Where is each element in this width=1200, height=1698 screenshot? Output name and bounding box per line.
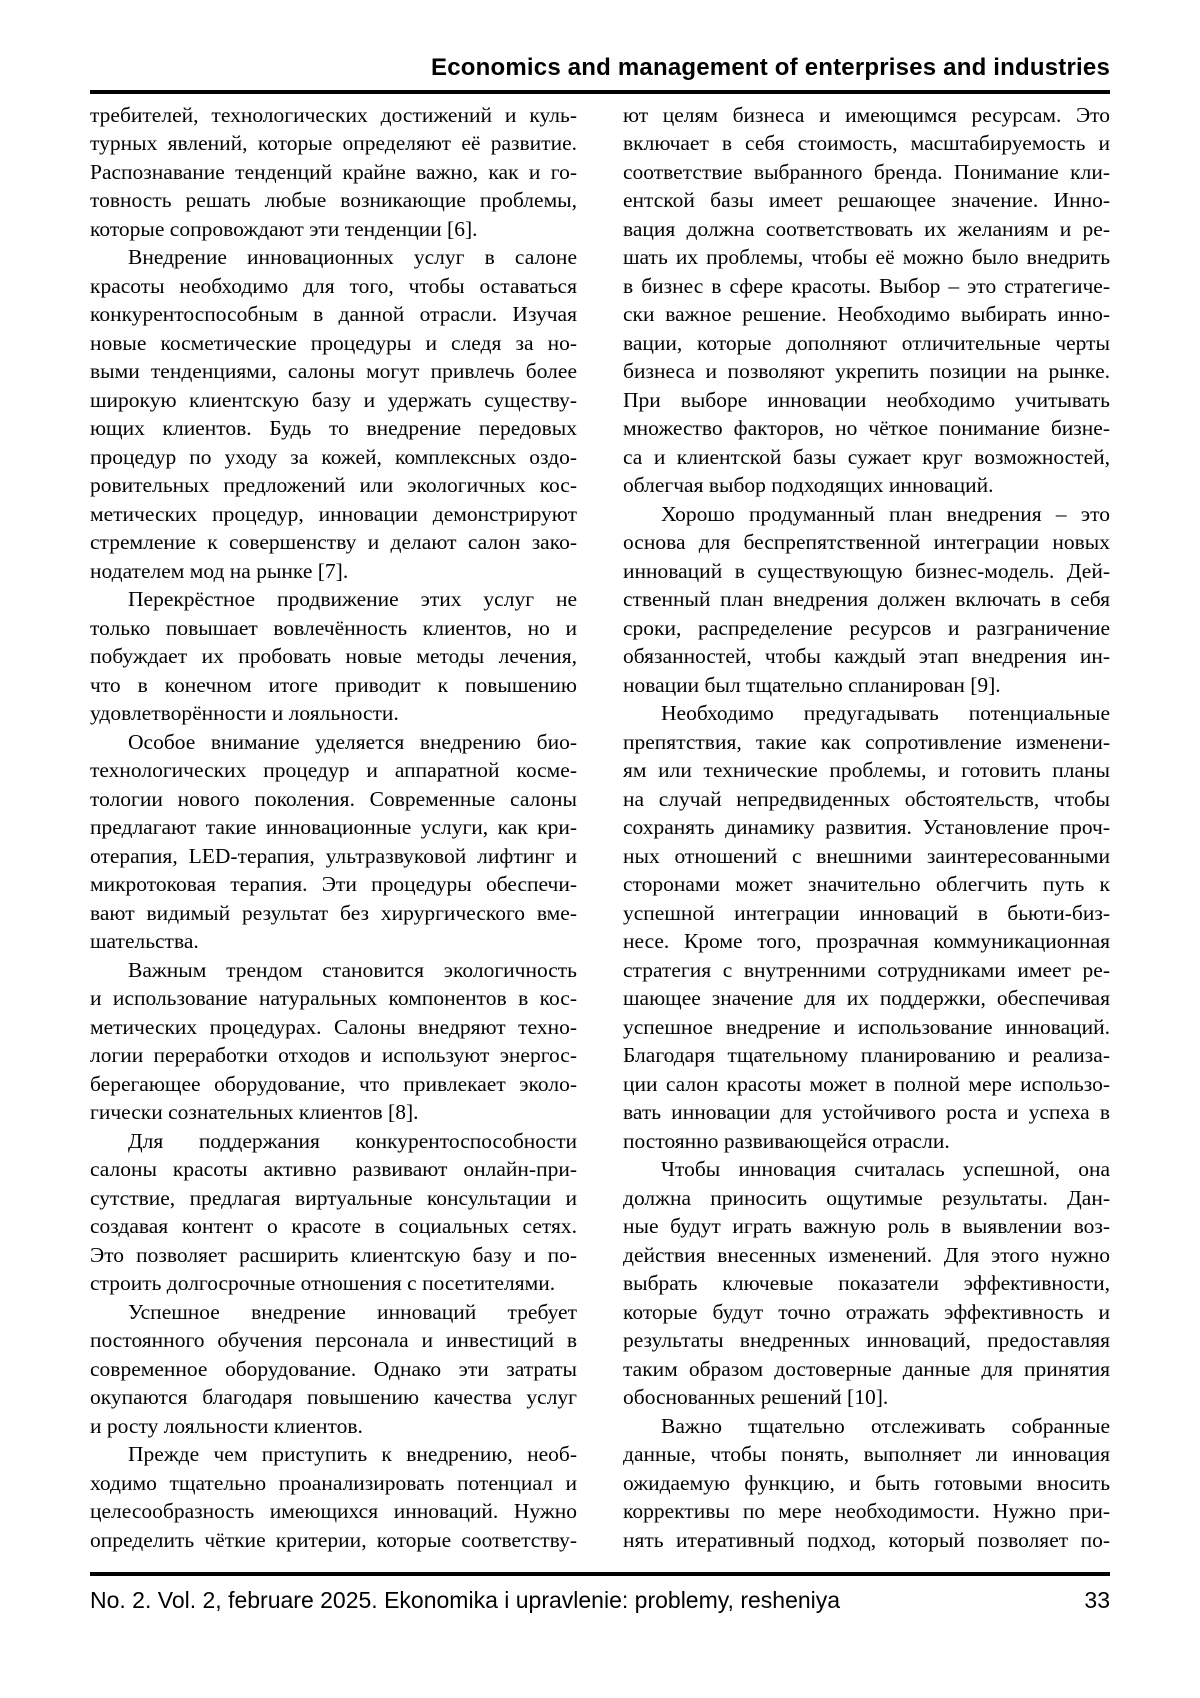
text-line: микротоковая терапия. Эти процедуры обеспечи- bbox=[90, 872, 577, 897]
text-line: метических процедур, инновации демонстрируют bbox=[90, 501, 577, 526]
text-line: ентской базы имеет решающее значение. Инно- bbox=[623, 188, 1110, 213]
text-line: Благодаря тщательному планированию и реализа- bbox=[623, 1043, 1110, 1068]
text-line: основа для беспрепятственной интеграции новых bbox=[623, 530, 1110, 555]
text-line: включает в себя стоимость, масштабируемость и bbox=[623, 131, 1110, 156]
paragraph bbox=[90, 585, 577, 728]
text-line: предлагают такие инновационные услуги, как кри- bbox=[90, 815, 577, 840]
text-line: данные, чтобы понять, выполняет ли инновация bbox=[623, 1442, 1110, 1467]
text-line: несе. Кроме того, прозрачная коммуникационная bbox=[623, 929, 1110, 954]
text-line: ходимо тщательно проанализировать потенциал и bbox=[90, 1470, 577, 1495]
left-column bbox=[90, 101, 577, 1555]
text-line: которые будут точно отражать эффективность и bbox=[623, 1299, 1110, 1324]
paragraph bbox=[90, 101, 577, 244]
text-line: результаты внедренных инноваций, предоставляя bbox=[623, 1328, 1110, 1353]
text-line: таким образом достоверные данные для принятия bbox=[623, 1356, 1110, 1381]
text-line: нодателем мод на рынке [7]. bbox=[90, 558, 349, 583]
footer bbox=[90, 1586, 1110, 1616]
text-line: действия внесенных изменений. Для этого нужно bbox=[623, 1242, 1110, 1267]
text-line: вации, которые дополняют отличительные черты bbox=[623, 330, 1110, 355]
text-line: широкую клиентскую базу и удержать существу- bbox=[90, 387, 577, 412]
text-line: в бизнес в сфере красоты. Выбор – это стратегиче- bbox=[623, 273, 1110, 298]
text-line: окупаются благодаря повышению качества услуг bbox=[90, 1385, 577, 1410]
text-line: бизнеса и позволяют укрепить позиции на рынке. bbox=[623, 359, 1110, 384]
text-line: успешной интеграции инноваций в бьюти-биз- bbox=[623, 900, 1110, 925]
text-line: гически сознательных клиентов [8]. bbox=[90, 1100, 419, 1125]
text-line: Перекрёстное продвижение этих услуг не bbox=[128, 587, 577, 612]
text-line: ственный план внедрения должен включать в себя bbox=[623, 587, 1110, 612]
text-line: новации был тщательно спланирован [9]. bbox=[623, 672, 1001, 697]
text-line: побуждает их пробовать новые методы лечения, bbox=[90, 644, 577, 669]
text-line: шательства. bbox=[90, 929, 199, 954]
paragraph bbox=[623, 699, 1110, 1155]
text-line: ции салон красоты может в полной мере использо- bbox=[623, 1071, 1110, 1096]
text-line: метических процедурах. Салоны внедряют техно- bbox=[90, 1014, 577, 1039]
text-line: ных отношений с внешними заинтересованными bbox=[623, 843, 1110, 868]
text-line: ям или технические проблемы, и готовить планы bbox=[623, 758, 1110, 783]
paragraph bbox=[90, 1298, 577, 1441]
right-column bbox=[623, 101, 1110, 1555]
text-line: стремление к совершенству и делают салон зако- bbox=[90, 530, 577, 555]
text-line: создавая контент о красоте в социальных сетях. bbox=[90, 1214, 577, 1239]
text-line: процедур по уходу за кожей, комплексных оздо- bbox=[90, 444, 577, 469]
header-rule bbox=[90, 90, 1110, 94]
paragraph bbox=[90, 956, 577, 1127]
text-line: удовлетворённости и лояльности. bbox=[90, 701, 399, 726]
text-line: что в конечном итоге приводит к повышению bbox=[90, 672, 577, 697]
text-line: Это позволяет расширить клиентскую базу и по- bbox=[90, 1242, 577, 1267]
text-line: товность решать любые возникающие проблемы, bbox=[90, 188, 577, 213]
text-line: вают видимый результат без хирургического вме- bbox=[90, 900, 577, 925]
text-line: ски важное решение. Необходимо выбирать инно- bbox=[623, 302, 1110, 327]
text-line: Хорошо продуманный план внедрения – это bbox=[661, 501, 1110, 526]
footer-journal-info: No. 2. Vol. 2, februare 2025. Ekonomika i upravlenie: problemy, resheniya bbox=[90, 1587, 841, 1613]
text-line: Для поддержания конкурентоспособности bbox=[128, 1128, 577, 1153]
text-line: Важно тщательно отслеживать собранные bbox=[661, 1413, 1110, 1438]
text-line: ровительных предложений или экологичных кос- bbox=[90, 473, 577, 498]
text-line: стратегия с внутренними сотрудниками имеет ре- bbox=[623, 957, 1110, 982]
text-line: турных явлений, которые определяют её развитие. bbox=[90, 131, 577, 156]
text-line: При выборе инновации необходимо учитывать bbox=[623, 387, 1110, 412]
text-line: ные будут играть важную роль в выявлении воз- bbox=[623, 1214, 1110, 1239]
text-line: логии переработки отходов и используют энергос- bbox=[90, 1043, 577, 1068]
text-line: нять итеративный подход, который позволяет по- bbox=[623, 1527, 1110, 1552]
text-line: Особое внимание уделяется внедрению био- bbox=[128, 729, 577, 754]
text-line: Внедрение инновационных услуг в салоне bbox=[128, 245, 577, 270]
text-line: шающее значение для их поддержки, обеспечивая bbox=[623, 986, 1110, 1011]
text-line: препятствия, такие как сопротивление изменени- bbox=[623, 729, 1110, 754]
text-line: обязанностей, чтобы каждый этап внедрения ин- bbox=[623, 644, 1110, 669]
text-line: Распознавание тенденций крайне важно, как и го- bbox=[90, 159, 577, 184]
text-line: и использование натуральных компонентов в кос- bbox=[90, 986, 577, 1011]
text-line: Важным трендом становится экологичность bbox=[128, 957, 577, 982]
text-line: новые косметические процедуры и следя за но- bbox=[90, 330, 577, 355]
text-line: берегающее оборудование, что привлекает эколо- bbox=[90, 1071, 577, 1096]
text-line: са и клиентской базы сужает круг возможностей, bbox=[623, 444, 1110, 469]
running-head-title: Economics and management of enterprises and industries bbox=[431, 54, 1110, 81]
paragraph bbox=[90, 243, 577, 585]
text-line: определить чёткие критерии, которые соответству- bbox=[90, 1527, 577, 1552]
text-line: облегчая выбор подходящих инноваций. bbox=[623, 473, 994, 498]
paragraph bbox=[623, 101, 1110, 500]
text-line: ющих клиентов. Будь то внедрение передовых bbox=[90, 416, 577, 441]
paragraph bbox=[90, 728, 577, 956]
paragraph bbox=[623, 1155, 1110, 1412]
text-line: сроки, распределение ресурсов и разграничение bbox=[623, 615, 1110, 640]
text-line: успешное внедрение и использование инноваций. bbox=[623, 1014, 1110, 1039]
text-line: тологии нового поколения. Современные салоны bbox=[90, 786, 577, 811]
text-line: и росту лояльности клиентов. bbox=[90, 1413, 363, 1438]
text-line: вация должна соответствовать их желаниям и ре- bbox=[623, 216, 1110, 241]
text-line: салоны красоты активно развивают онлайн-при- bbox=[90, 1157, 577, 1182]
text-line: которые сопровождают эти тенденции [6]. bbox=[90, 216, 478, 241]
text-line: красоты необходимо для того, чтобы оставаться bbox=[90, 273, 577, 298]
text-line: постоянного обучения персонала и инвестиций в bbox=[90, 1328, 577, 1353]
text-line: постоянно развивающейся отрасли. bbox=[623, 1128, 950, 1153]
text-line: целесообразность имеющихся инноваций. Нужно bbox=[90, 1499, 577, 1524]
text-line: сутствие, предлагая виртуальные консультации и bbox=[90, 1185, 577, 1210]
text-line: соответствие выбранного бренда. Понимание кли- bbox=[623, 159, 1110, 184]
text-line: выбрать ключевые показатели эффективности, bbox=[623, 1271, 1110, 1296]
footer-page-number: 33 bbox=[1084, 1587, 1110, 1613]
text-line: обоснованных решений [10]. bbox=[623, 1385, 889, 1410]
text-line: конкурентоспособным в данной отрасли. Изучая bbox=[90, 302, 577, 327]
text-line: технологических процедур и аппаратной косме- bbox=[90, 758, 577, 783]
paragraph bbox=[623, 500, 1110, 700]
text-line: сохранять динамику развития. Установление проч- bbox=[623, 815, 1110, 840]
text-line: отерапия, LED-терапия, ультразвуковой лифтинг и bbox=[90, 843, 577, 868]
text-line: современное оборудование. Однако эти затраты bbox=[90, 1356, 577, 1381]
text-line: шать их проблемы, чтобы её можно было внедрить bbox=[623, 245, 1110, 270]
text-line: ожидаемую функцию, и быть готовыми вносить bbox=[623, 1470, 1110, 1495]
text-line: инноваций в существующую бизнес-модель. Дей- bbox=[623, 558, 1110, 583]
text-line: коррективы по мере необходимости. Нужно при- bbox=[623, 1499, 1110, 1524]
paragraph bbox=[623, 1412, 1110, 1555]
text-line: вать инновации для устойчивого роста и успеха в bbox=[623, 1100, 1110, 1125]
paragraph bbox=[90, 1440, 577, 1554]
footer-rule bbox=[90, 1572, 1110, 1576]
text-line: Прежде чем приступить к внедрению, необ- bbox=[128, 1442, 577, 1467]
article-body bbox=[90, 101, 1110, 1555]
text-line: Успешное внедрение инноваций требует bbox=[128, 1299, 577, 1324]
paragraph bbox=[90, 1127, 577, 1298]
text-line: множество факторов, но чёткое понимание бизне- bbox=[623, 416, 1110, 441]
text-line: строить долгосрочные отношения с посетителями. bbox=[90, 1271, 556, 1296]
text-line: только повышает вовлечённость клиентов, но и bbox=[90, 615, 577, 640]
text-line: ют целям бизнеса и имеющимся ресурсам. Это bbox=[623, 102, 1110, 127]
text-line: Чтобы инновация считалась успешной, она bbox=[661, 1157, 1110, 1182]
text-line: на случай непредвиденных обстоятельств, чтобы bbox=[623, 786, 1110, 811]
text-line: сторонами может значительно облегчить путь к bbox=[623, 872, 1110, 897]
text-line: требителей, технологических достижений и куль- bbox=[90, 102, 577, 127]
text-line: Необходимо предугадывать потенциальные bbox=[661, 701, 1110, 726]
text-line: должна приносить ощутимые результаты. Дан- bbox=[623, 1185, 1110, 1210]
text-line: выми тенденциями, салоны могут привлечь более bbox=[90, 359, 577, 384]
